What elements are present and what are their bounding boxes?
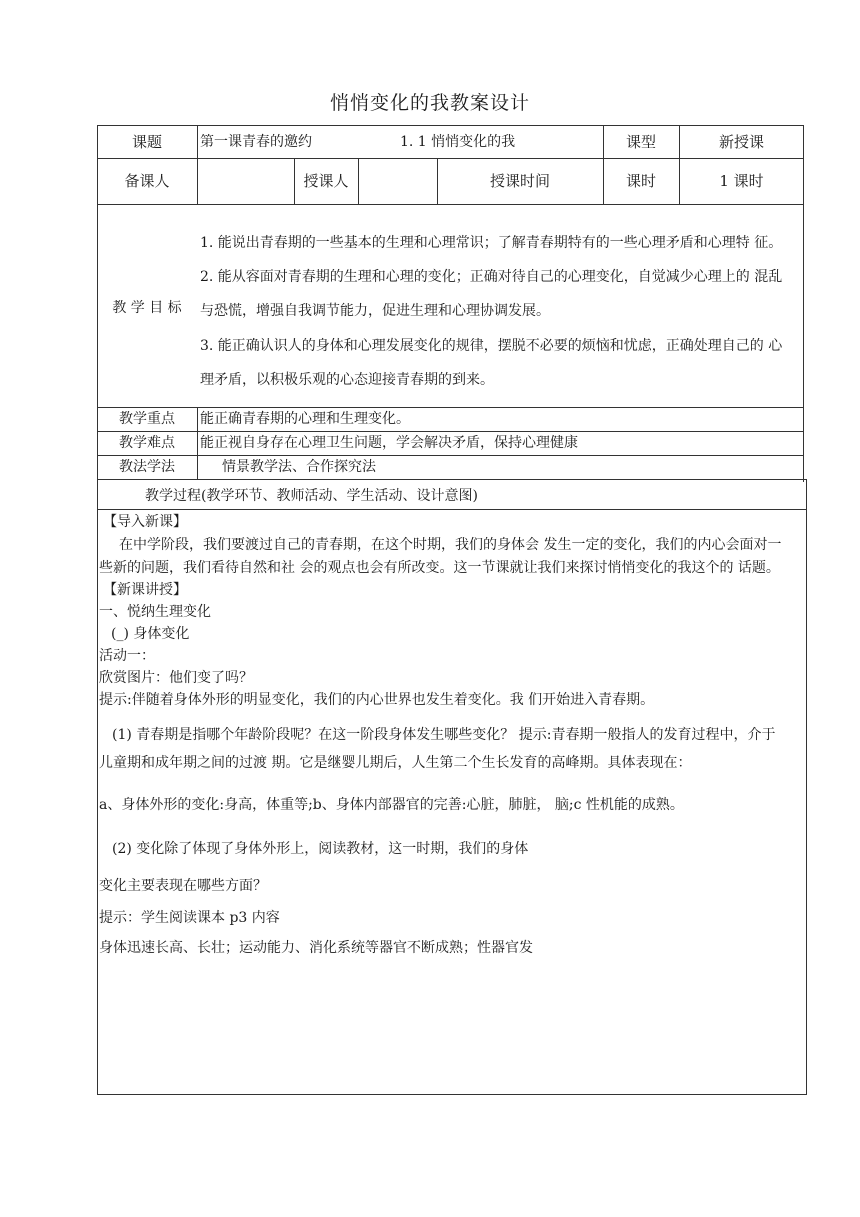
row-rule — [97, 479, 807, 480]
process-line: 身体迅速长高、长壮；运动能力、消化系统等器官不断成熟；性器官发 — [99, 940, 533, 956]
row-rule — [97, 125, 804, 126]
objective-line: 理矛盾，以积极乐观的心态迎接青春期的到来。 — [200, 372, 494, 388]
objective-line: 与恐慌，增强自我调节能力，促进生理和心理协调发展。 — [200, 303, 550, 319]
row-rule — [97, 455, 804, 456]
col-rule — [197, 407, 198, 479]
difficulty-value: 能正视自身存在心理卫生问题，学会解决矛盾，保持心理健康 — [200, 435, 578, 451]
process-line: (_) 身体变化 — [111, 626, 190, 642]
hours-value: 1 课时 — [719, 172, 764, 190]
table-border-left — [97, 125, 98, 1095]
row-rule — [97, 509, 807, 510]
difficulty-label: 教学难点 — [119, 435, 175, 451]
process-line: 【导入新课】 — [103, 514, 187, 530]
process-line: 些新的问题，我们看待自然和社 会的观点也会有所改变。这一节课就让我们来探讨悄悄变化的我这个的 话题。 — [99, 560, 780, 576]
topic-label: 课题 — [131, 133, 162, 151]
process-line: 一、悦纳生理变化 — [99, 604, 211, 620]
objective-line: 2. 能从容面对青春期的生理和心理的变化；正确对待自己的心理变化，自觉减少心理上的 混乱 — [200, 269, 783, 285]
objective-line: 1. 能说出青春期的一些基本的生理和心理常识；了解青春期特有的一些心理矛盾和心理特 征。 — [200, 235, 783, 251]
row-rule — [97, 204, 804, 205]
process-line: (2) 变化除了体现了身体外形上，阅读教材，这一时期，我们的身体 — [112, 841, 529, 857]
key-point-value: 能正确青春期的心理和生理变化。 — [200, 411, 410, 427]
type-value: 新授课 — [718, 133, 764, 151]
row-rule — [97, 431, 804, 432]
process-line: (1) 青春期是指哪个年龄阶段呢？在这一阶段身体发生哪些变化？ 提示:青春期一般指人的发育过程中，介于 — [112, 727, 776, 743]
process-line: 欣赏图片：他们变了吗？ — [99, 670, 253, 686]
process-line: 儿童期和成年期之间的过渡 期。它是继婴儿期后，人生第二个生长发育的高峰期。具体表现在： — [99, 755, 692, 771]
process-line: 【新课讲授】 — [103, 582, 187, 598]
col-rule — [197, 125, 198, 204]
process-line: 活动一： — [99, 648, 155, 664]
preparer-label: 备课人 — [124, 172, 170, 190]
row-rule — [97, 407, 804, 408]
col-rule — [358, 158, 359, 204]
objectives-label: 教 学 目 标 — [112, 300, 182, 316]
method-value: 情景教学法、合作探究法 — [222, 459, 376, 475]
time-label: 授课时间 — [489, 172, 550, 190]
row-rule — [97, 158, 804, 159]
hours-label: 课时 — [625, 172, 656, 190]
page-title: 悄悄变化的我教案设计 — [329, 92, 530, 114]
process-line: 变化主要表现在哪些方面？ — [99, 878, 267, 894]
process-line: a、身体外形的变化:身高，体重等;b、身体内部器官的完善:心脏，肺脏， 脑;c 性机能的成熟。 — [99, 797, 684, 813]
teacher-label: 授课人 — [303, 172, 349, 190]
topic-section: 1. 1 悄悄变化的我 — [400, 134, 516, 150]
process-line: 提示:伴随着身体外形的明显变化，我们的内心世界也发生着变化。我 们开始进入青春期。 — [99, 692, 655, 708]
objective-line: 3. 能正确认识人的身体和心理发展变化的规律，摆脱不必要的烦恼和忧虑，正确处理自己的 心 — [200, 338, 783, 354]
process-border-right — [806, 479, 807, 1095]
type-label: 课型 — [625, 133, 656, 151]
key-point-label: 教学重点 — [119, 411, 175, 427]
topic-value: 第一课青春的邀约 — [200, 134, 312, 150]
process-line: 在中学阶段，我们要渡过自己的青春期，在这个时期，我们的身体会 发生一定的变化，我们的内心会面对一 — [119, 537, 782, 553]
process-line: 提示：学生阅读课本 p3 内容 — [99, 910, 280, 926]
table-border-bottom — [97, 1094, 807, 1095]
process-heading: 教学过程(教学环节、教师活动、学生活动、设计意图) — [145, 488, 478, 504]
method-label: 教法学法 — [119, 459, 175, 475]
